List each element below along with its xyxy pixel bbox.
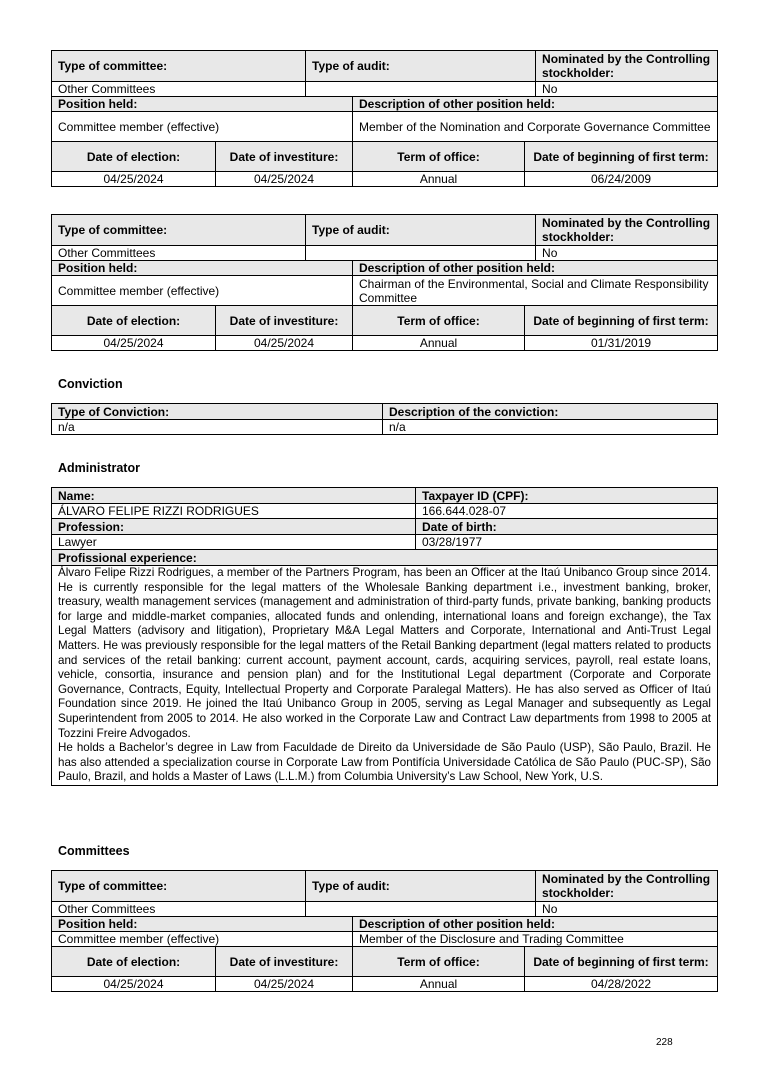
experience-paragraph-2: He holds a Bachelor’s degree in Law from Faculdade de Direito da Universidade de São Paulo (USP), São Paulo, Brazil. He has also attended a specialization course in Corporate Law from Pontifícia Universidade Católica de São Paulo (PUC-SP), São Paulo, Brazil, and holds a Master of Laws (L.L.M.) from Columbia University’s Law School, New York, U.S. <box>58 741 711 784</box>
cpf-label: Taxpayer ID (CPF): <box>416 488 718 504</box>
profession-label: Profession: <box>52 519 416 535</box>
name-value: ÁLVARO FELIPE RIZZI RODRIGUES <box>52 504 416 519</box>
conviction-type-label: Type of Conviction: <box>52 404 383 420</box>
term-of-office-label: Term of office: <box>353 306 525 336</box>
position-held-value: Committee member (effective) <box>52 112 353 142</box>
term-of-office-label: Term of office: <box>353 142 525 172</box>
date-of-investiture-label: Date of investiture: <box>216 142 353 172</box>
date-first-term-label: Date of beginning of first term: <box>525 306 718 336</box>
experience-label: Profissional experience: <box>52 550 718 566</box>
experience-cell <box>52 566 718 786</box>
committee-table-1 <box>51 50 718 187</box>
date-of-election-value: 04/25/2024 <box>52 977 216 992</box>
type-of-audit-label: Type of audit: <box>306 215 536 246</box>
committee-table-3 <box>51 870 718 992</box>
date-of-election-value: 04/25/2024 <box>52 336 216 351</box>
committee-table-2 <box>51 214 718 351</box>
committees-heading: Committees <box>58 844 130 858</box>
term-of-office-value: Annual <box>353 977 525 992</box>
date-of-investiture-value: 04/25/2024 <box>216 172 353 187</box>
type-of-audit-value <box>306 902 536 917</box>
page-number: 228 <box>656 1037 673 1048</box>
type-of-audit-label: Type of audit: <box>306 51 536 82</box>
conviction-type-value: n/a <box>52 420 383 435</box>
nominated-label: Nominated by the Controlling stockholder: <box>536 51 718 82</box>
conviction-heading: Conviction <box>58 377 123 391</box>
position-held-value: Committee member (effective) <box>52 932 353 947</box>
experience-paragraph-1: Álvaro Felipe Rizzi Rodrigues, a member of the Partners Program, has been an Officer at the Itaú Unibanco Group since 2014. He is currently responsible for the legal matters of the Wholesale Banking department i.e., investment banking, broker, treasury, wealth management services (management and administration of third-party funds, private banking, banking products for large and middle-market companies, allocated funds and onlending, international loans and foreign exchange), the Tax Legal Matters (advisory and litigation), Proprietary M&A Legal Matters and Corporate, International and Anti-Trust Legal Matters. He was previously responsible for the legal matters of the Retail Banking department (legal matters related to products and services of the retail banking: current account, payment account, cards, acquiring services, payroll, real estate loans, vehicle, consortia, insurance and pension plan) and for the Institutional Legal department (Corporate and Corporate Governance, Contracts, Equity, Intellectual Property and Corporate Paralegal Matters). He has also served as Officer of Itaú Foundation since 2019. He joined the Itaú Unibanco Group in 2005, serving as Legal Manager and subsequently as Legal Superintendent from 2005 to 2014. He also worked in the Corporate Law and Contract Law departments from 1998 to 2005 at Tozzini Freire Advogados. <box>58 566 711 740</box>
conviction-description-label: Description of the conviction: <box>383 404 718 420</box>
conviction-table <box>51 403 718 435</box>
position-held-label: Position held: <box>52 261 353 276</box>
name-label: Name: <box>52 488 416 504</box>
description-label: Description of other position held: <box>353 97 718 112</box>
nominated-label: Nominated by the Controlling stockholder: <box>536 871 718 902</box>
description-label: Description of other position held: <box>353 917 718 932</box>
date-of-investiture-value: 04/25/2024 <box>216 977 353 992</box>
profession-value: Lawyer <box>52 535 416 550</box>
type-of-audit-label: Type of audit: <box>306 871 536 902</box>
date-of-birth-value: 03/28/1977 <box>416 535 718 550</box>
date-of-birth-label: Date of birth: <box>416 519 718 535</box>
cpf-value: 166.644.028-07 <box>416 504 718 519</box>
date-first-term-value: 04/28/2022 <box>525 977 718 992</box>
type-of-committee-value: Other Committees <box>52 82 306 97</box>
nominated-label: Nominated by the Controlling stockholder: <box>536 215 718 246</box>
type-of-committee-label: Type of committee: <box>52 215 306 246</box>
type-of-committee-value: Other Committees <box>52 902 306 917</box>
date-of-investiture-label: Date of investiture: <box>216 947 353 977</box>
term-of-office-value: Annual <box>353 336 525 351</box>
administrator-table <box>51 487 718 786</box>
date-first-term-value: 06/24/2009 <box>525 172 718 187</box>
date-of-investiture-label: Date of investiture: <box>216 306 353 336</box>
position-held-label: Position held: <box>52 917 353 932</box>
description-value: Member of the Disclosure and Trading Committee <box>353 932 718 947</box>
type-of-audit-value <box>306 246 536 261</box>
date-first-term-label: Date of beginning of first term: <box>525 142 718 172</box>
date-of-investiture-value: 04/25/2024 <box>216 336 353 351</box>
position-held-value: Committee member (effective) <box>52 276 353 306</box>
date-of-election-label: Date of election: <box>52 142 216 172</box>
term-of-office-value: Annual <box>353 172 525 187</box>
type-of-committee-label: Type of committee: <box>52 871 306 902</box>
type-of-committee-label: Type of committee: <box>52 51 306 82</box>
nominated-value: No <box>536 246 718 261</box>
date-first-term-label: Date of beginning of first term: <box>525 947 718 977</box>
term-of-office-label: Term of office: <box>353 947 525 977</box>
nominated-value: No <box>536 902 718 917</box>
description-value: Member of the Nomination and Corporate Governance Committee <box>353 112 718 142</box>
position-held-label: Position held: <box>52 97 353 112</box>
date-of-election-label: Date of election: <box>52 947 216 977</box>
conviction-description-value: n/a <box>383 420 718 435</box>
description-label: Description of other position held: <box>353 261 718 276</box>
date-of-election-value: 04/25/2024 <box>52 172 216 187</box>
type-of-committee-value: Other Committees <box>52 246 306 261</box>
nominated-value: No <box>536 82 718 97</box>
administrator-heading: Administrator <box>58 461 140 475</box>
description-value: Chairman of the Environmental, Social and Climate Responsibility Committee <box>353 276 718 306</box>
date-first-term-value: 01/31/2019 <box>525 336 718 351</box>
date-of-election-label: Date of election: <box>52 306 216 336</box>
type-of-audit-value <box>306 82 536 97</box>
